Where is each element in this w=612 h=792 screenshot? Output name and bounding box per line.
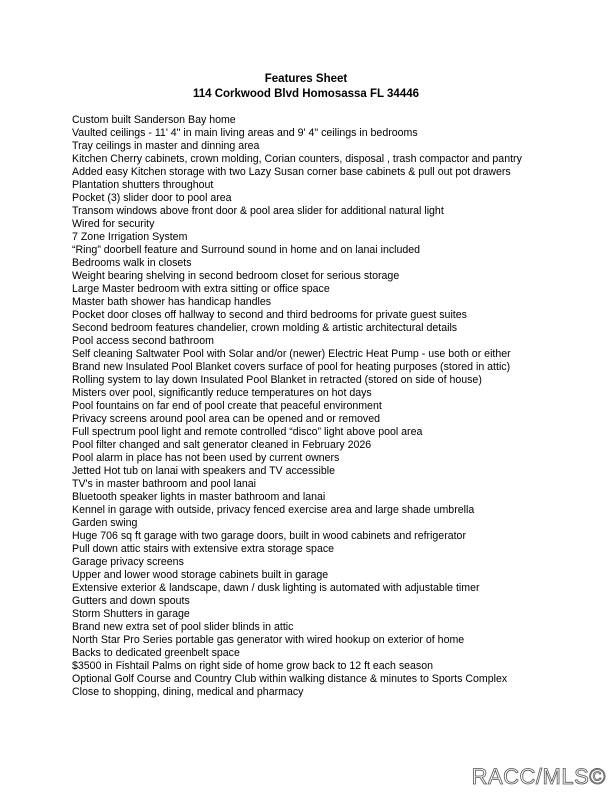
feature-item: Pool filter changed and salt generator cleaned in February 2026 <box>72 439 372 451</box>
feature-item: Large Master bedroom with extra sitting or office space <box>72 283 330 295</box>
feature-item: 7 Zone Irrigation System <box>72 231 188 243</box>
feature-item: Gutters and down spouts <box>72 595 190 607</box>
feature-item: Pocket door closes off hallway to second and third bedrooms for private guest suites <box>72 309 467 321</box>
feature-item: Pocket (3) slider door to pool area <box>72 192 232 204</box>
feature-item: Optional Golf Course and Country Club within walking distance & minutes to Sports Complex <box>72 673 508 685</box>
feature-item: Bedrooms walk in closets <box>72 257 192 269</box>
feature-item: Garden swing <box>72 517 138 529</box>
feature-item: Pool alarm in place has not been used by current owners <box>72 452 340 464</box>
document-header <box>0 72 612 102</box>
feature-item: Full spectrum pool light and remote controlled “disco” light above pool area <box>72 426 423 438</box>
features-list <box>72 114 602 699</box>
feature-item: Brand new Insulated Pool Blanket covers surface of pool for heating purposes (stored in attic) <box>72 361 511 373</box>
feature-item: Close to shopping, dining, medical and pharmacy <box>72 686 304 698</box>
feature-item: Misters over pool, significantly reduce temperatures on hot days <box>72 387 372 399</box>
feature-item: Upper and lower wood storage cabinets built in garage <box>72 569 329 581</box>
feature-item: Transom windows above front door & pool area slider for additional natural light <box>72 205 444 217</box>
page-title: Features Sheet <box>264 73 348 85</box>
feature-item: Custom built Sanderson Bay home <box>72 114 236 126</box>
feature-item: Wired for security <box>72 218 155 230</box>
feature-item: Backs to dedicated greenbelt space <box>72 647 240 659</box>
feature-item: Privacy screens around pool area can be opened and or removed <box>72 413 380 425</box>
property-address: 114 Corkwood Blvd Homosassa FL 34446 <box>192 88 420 100</box>
feature-item: Storm Shutters in garage <box>72 608 190 620</box>
feature-item: Brand new extra set of pool slider blinds in attic <box>72 621 294 633</box>
feature-item: Pool fountains on far end of pool create that peaceful environment <box>72 400 382 412</box>
feature-item: “Ring” doorbell feature and Surround sound in home and on lanai included <box>72 244 421 256</box>
feature-item: Kennel in garage with outside, privacy fenced exercise area and large shade umbrella <box>72 504 475 516</box>
feature-item: Plantation shutters throughout <box>72 179 214 191</box>
feature-item: Master bath shower has handicap handles <box>72 296 272 308</box>
feature-item: Second bedroom features chandelier, crown molding & artistic architectural details <box>72 322 458 334</box>
feature-item: TV's in master bathroom and pool lanai <box>72 478 256 490</box>
feature-item: $3500 in Fishtail Palms on right side of home grow back to 12 ft each season <box>72 660 433 672</box>
feature-item: Added easy Kitchen storage with two Lazy Susan corner base cabinets & pull out pot drawers <box>72 166 511 178</box>
feature-item: Pool access second bathroom <box>72 335 214 347</box>
feature-item: Vaulted ceilings - 11' 4" in main living areas and 9' 4" ceilings in bedrooms <box>72 127 418 139</box>
feature-item: Tray ceilings in master and dinning area <box>72 140 260 152</box>
feature-item: Extensive exterior & landscape, dawn / dusk lighting is automated with adjustable timer <box>72 582 480 594</box>
feature-item: Jetted Hot tub on lanai with speakers and TV accessible <box>72 465 336 477</box>
feature-item: Pull down attic stairs with extensive extra storage space <box>72 543 335 555</box>
mls-watermark: RACC/MLS© <box>471 764 606 789</box>
feature-item: Bluetooth speaker lights in master bathroom and lanai <box>72 491 326 503</box>
feature-item: Self cleaning Saltwater Pool with Solar and/or (newer) Electric Heat Pump - use both or either <box>72 348 511 360</box>
feature-item: Rolling system to lay down Insulated Pool Blanket in retracted (stored on side of house) <box>72 374 482 386</box>
feature-item: North Star Pro Series portable gas generator with wired hookup on exterior of home <box>72 634 465 646</box>
feature-item: Huge 706 sq ft garage with two garage doors, built in wood cabinets and refrigerator <box>72 530 466 542</box>
feature-item: Weight bearing shelving in second bedroom closet for serious storage <box>72 270 400 282</box>
feature-item: Garage privacy screens <box>72 556 184 568</box>
feature-item: Kitchen Cherry cabinets, crown molding, Corian counters, disposal , trash compactor and pantry <box>72 153 522 165</box>
